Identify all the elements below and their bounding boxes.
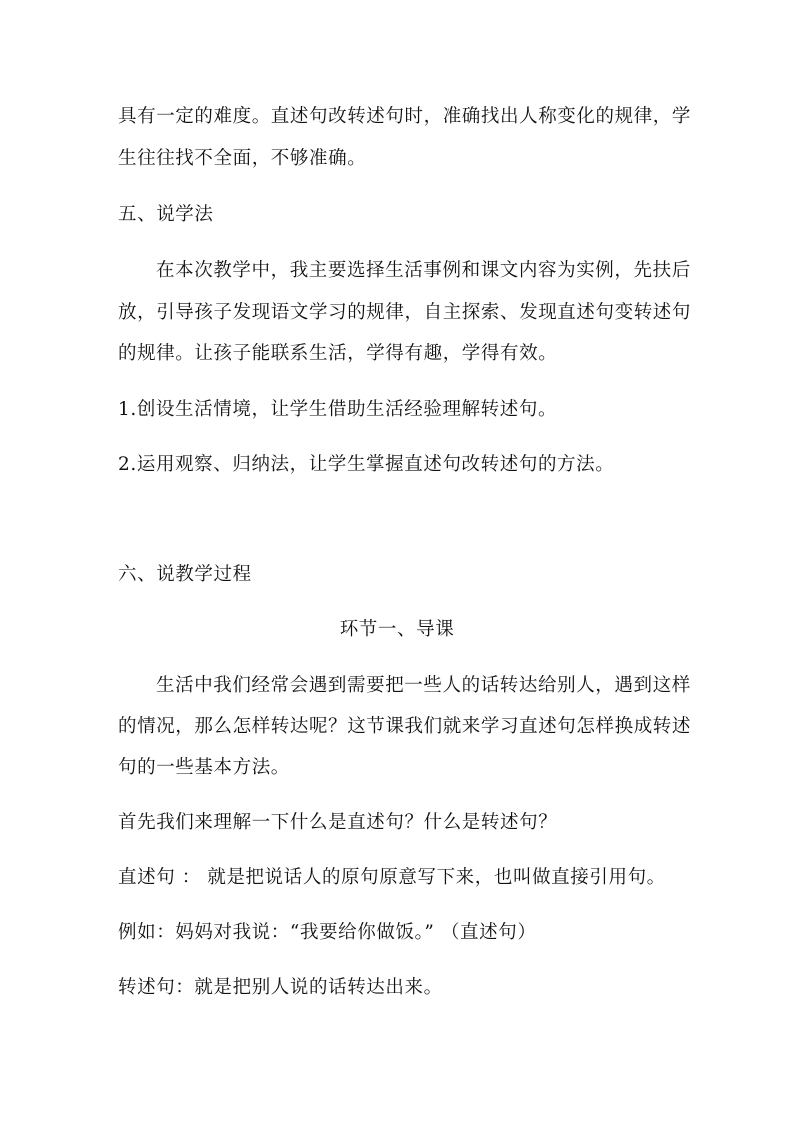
definition-line: 转述句：就是把别人说的话转达出来。 [118,977,443,998]
paragraph-line: 句的一些基本方法。 [118,757,290,778]
list-item: 1.创设生活情境，让学生借助生活经验理解转述句。 [118,399,558,420]
section-heading: 六、说教学过程 [118,564,252,585]
example-line: 例如：妈妈对我说：“我要给你做饭。” （直述句） [118,922,537,943]
section-heading: 五、说学法 [118,204,214,225]
paragraph-line: 的情况，那么怎样转达呢？这节课我们就来学习直述句怎样换成转述 [118,716,692,737]
paragraph-line: 首先我们来理解一下什么是直述句？什么是转述句？ [118,812,558,833]
list-item: 2.运用观察、归纳法，让学生掌握直述句改转述句的方法。 [118,454,615,475]
definition-line: 直述句 ： 就是把说话人的原句原意写下来，也叫做直接引用句。 [118,867,666,888]
paragraph-line: 生活中我们经常会遇到需要把一些人的话转达给别人，遇到这样 [156,675,691,696]
paragraph-line: 具有一定的难度。直述句改转述句时，准确找出人称变化的规律，学 [118,106,692,127]
paragraph-line: 放，引导孩子发现语文学习的规律，自主探索、发现直述句变转述句 [118,302,692,323]
paragraph-line: 的规律。让孩子能联系生活，学得有趣，学得有效。 [118,343,558,364]
subsection-heading: 环节一、导课 [339,619,455,640]
paragraph-line: 在本次教学中，我主要选择生活事例和课文内容为实例，先扶后 [156,260,691,281]
paragraph-line: 生往往找不全面，不够准确。 [118,148,367,169]
